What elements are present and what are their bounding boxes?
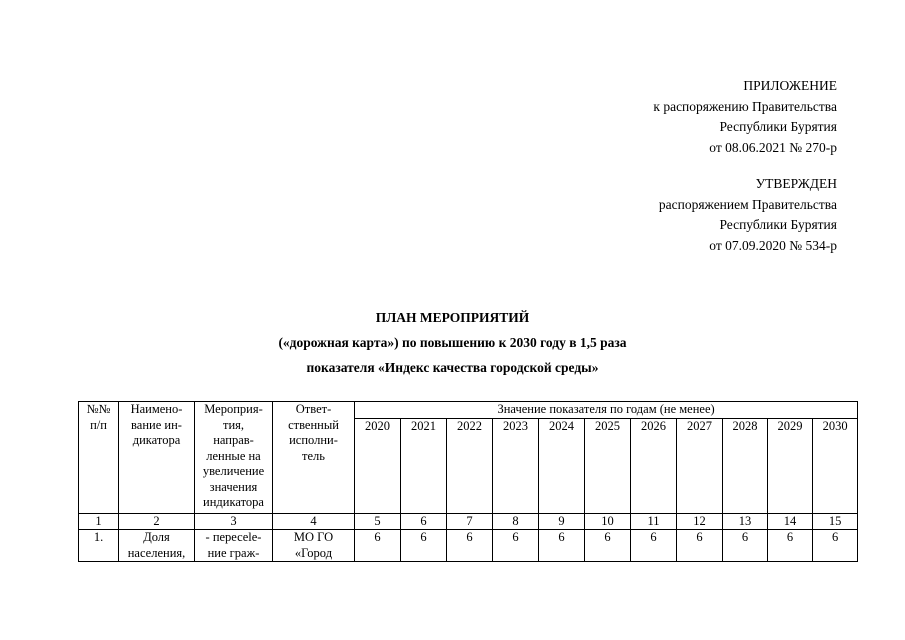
value-cell: 6	[401, 530, 447, 562]
year-header: 2026	[631, 418, 677, 513]
header-indicator-line: Наимено-	[130, 402, 183, 416]
header-indicator-line: дикатора	[132, 433, 181, 447]
year-header: 2022	[447, 418, 493, 513]
column-number: 13	[723, 513, 768, 530]
appendix-heading: ПРИЛОЖЕНИЕ	[743, 78, 837, 93]
column-number: 8	[493, 513, 539, 530]
column-number: 6	[401, 513, 447, 530]
header-values-group: Значение показателя по годам (не менее)	[355, 402, 858, 419]
value-cell: 6	[813, 530, 858, 562]
year-header: 2025	[585, 418, 631, 513]
column-number: 10	[585, 513, 631, 530]
row-indicator	[119, 530, 195, 562]
appendix-line-3: Республики Бурятия	[719, 119, 837, 134]
value-cell: 6	[539, 530, 585, 562]
header-activity-line: ленные на	[206, 448, 261, 463]
header-executor-line: Ответ-	[295, 402, 332, 416]
column-number: 11	[631, 513, 677, 530]
header-indicator	[119, 402, 195, 514]
header-indicator-line: вание ин-	[131, 417, 182, 432]
year-header: 2027	[677, 418, 723, 513]
value-cell: 6	[447, 530, 493, 562]
row-indicator-line: населения,	[127, 545, 186, 560]
header-activity-line: тия,	[222, 417, 245, 432]
column-number: 7	[447, 513, 493, 530]
row-indicator-line: Доля	[143, 530, 170, 544]
table-row	[79, 530, 858, 562]
column-number: 1	[79, 513, 119, 530]
header-activity-line: значения	[209, 479, 258, 494]
row-executor-line: «Город	[294, 545, 333, 560]
header-executor	[273, 402, 355, 514]
appendix-line-2: к распоряжению Правительства	[653, 98, 837, 114]
year-header: 2028	[723, 418, 768, 513]
header-activity-line: Мероприя-	[204, 402, 263, 416]
document-subtitle-2: показателя «Индекс качества городской среды»	[306, 360, 599, 375]
row-executor-line: МО ГО	[293, 530, 334, 544]
appendix-date-number: от 08.06.2021 № 270-р	[709, 139, 837, 155]
header-executor-line: исполни-	[289, 433, 338, 447]
column-number: 9	[539, 513, 585, 530]
row-activity	[195, 530, 273, 562]
header-executor-line: тель	[302, 448, 325, 463]
year-header: 2020	[355, 418, 401, 513]
row-number: 1.	[79, 530, 119, 562]
approved-date-number: от 07.09.2020 № 534-р	[709, 237, 837, 253]
approved-line-3: Республики Бурятия	[719, 217, 837, 232]
value-cell: 6	[768, 530, 813, 562]
document-title: ПЛАН МЕРОПРИЯТИЙ	[375, 310, 530, 325]
column-number: 2	[119, 513, 195, 530]
value-cell: 6	[493, 530, 539, 562]
column-number: 12	[677, 513, 723, 530]
header-activity-line: индикатора	[203, 495, 264, 509]
year-header: 2021	[401, 418, 447, 513]
plan-table	[78, 401, 858, 562]
value-cell: 6	[585, 530, 631, 562]
column-number: 15	[813, 513, 858, 530]
column-number: 4	[273, 513, 355, 530]
header-number	[79, 402, 119, 514]
column-number: 14	[768, 513, 813, 530]
row-activity-line: ние граж-	[207, 545, 260, 560]
header-activity-line: увеличение	[202, 464, 265, 478]
header-executor-line: ственный	[288, 417, 339, 432]
year-header: 2029	[768, 418, 813, 513]
document-subtitle-1: («дорожная карта») по повышению к 2030 году в 1,5 раза	[278, 335, 627, 350]
year-header: 2024	[539, 418, 585, 513]
approved-heading: УТВЕРЖДЕН	[755, 176, 837, 191]
year-header: 2030	[813, 418, 858, 513]
column-number: 3	[195, 513, 273, 530]
year-header: 2023	[493, 418, 539, 513]
value-cell: 6	[355, 530, 401, 562]
header-activity	[195, 402, 273, 514]
header-number-line: №№	[86, 402, 111, 416]
value-cell: 6	[677, 530, 723, 562]
column-number: 5	[355, 513, 401, 530]
header-number-line: п/п	[90, 417, 107, 432]
header-activity-line: направ-	[213, 433, 254, 447]
value-cell: 6	[631, 530, 677, 562]
row-executor	[273, 530, 355, 562]
row-activity-line: - пересele-	[205, 530, 262, 544]
value-cell: 6	[723, 530, 768, 562]
approved-stamp	[659, 174, 837, 256]
approved-line-2: распоряжением Правительства	[658, 196, 837, 212]
appendix-stamp	[653, 76, 837, 158]
